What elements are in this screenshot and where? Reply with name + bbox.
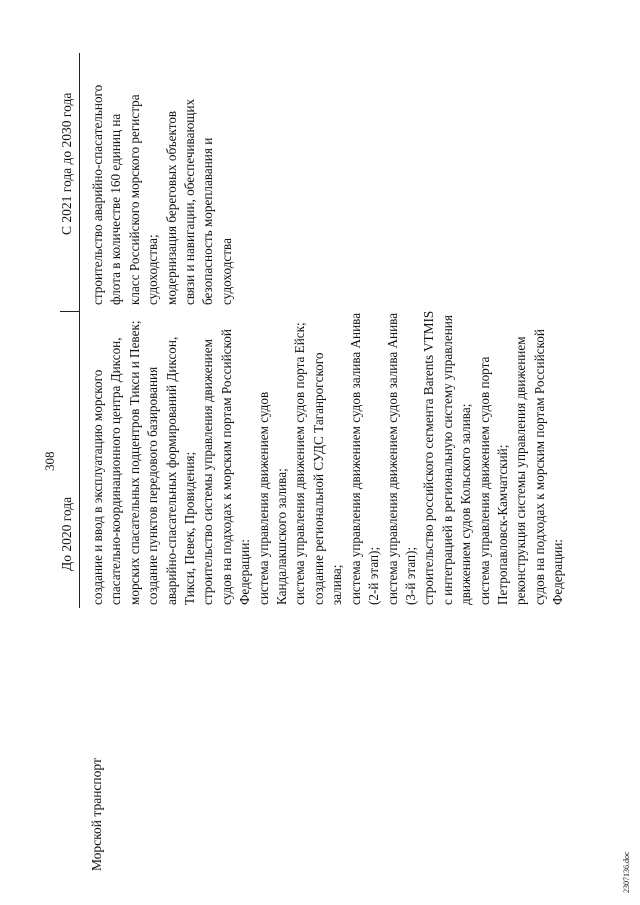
text-line: реконструкция системы управления движением xyxy=(513,336,529,605)
text-line: судоходства xyxy=(218,238,234,305)
text-line: Федерации: xyxy=(550,539,566,605)
text-line: система управления движением судов залива Анива xyxy=(347,312,363,605)
text-line: система управления движением судов порта xyxy=(476,356,492,605)
text-line: строительство аварийно-спасательного xyxy=(90,84,105,305)
text-line: (2-й этап); xyxy=(366,546,382,605)
text-line: связи и навигации, обеспечивающих xyxy=(182,98,198,305)
text-line: безопасность мореплавания и xyxy=(200,137,216,305)
text-line: (3-й этап); xyxy=(402,546,418,605)
text-line: судов на подходах к морским портам Российской xyxy=(218,329,234,605)
page-number: 308 xyxy=(42,451,57,471)
text-line: судов на подходах к морским портам Российской xyxy=(531,329,547,605)
text-line: создание пунктов передового базирования xyxy=(145,366,161,605)
text-line: класс Российского морского регистра xyxy=(126,94,142,305)
text-line: с интеграцией в региональную систему управления xyxy=(439,315,455,605)
text-line: залива; xyxy=(329,564,345,605)
text-line: Петропавловск-Камчатский; xyxy=(494,444,510,605)
text-line: создание региональной СУДС Таганрогского xyxy=(310,352,326,605)
header-underline xyxy=(79,53,80,608)
text-line: Тикси, Певек, Провидения; xyxy=(182,451,198,605)
text-line: Федерации: xyxy=(237,539,253,605)
text-line: движением судов Кольского залива; xyxy=(458,403,474,605)
text-line: строительство системы управления движением xyxy=(200,339,216,605)
text-line: судоходства; xyxy=(145,234,161,305)
column-header-2021-2030: С 2021 года до 2030 года xyxy=(59,92,74,235)
column-header-until-2020: До 2020 года xyxy=(59,496,74,571)
text-line: спасательно-координационного центра Диксон, xyxy=(108,337,124,605)
sector-label: Морской транспорт xyxy=(89,758,104,871)
text-line: система управления движением судов порта Ейск; xyxy=(292,322,308,605)
document-code: 2307136.doc xyxy=(622,851,631,893)
text-line: создание и ввод в эксплуатацию морского xyxy=(90,369,105,605)
text-line: флота в количестве 160 единиц на xyxy=(108,113,124,305)
measures-until-2020 xyxy=(89,305,568,605)
text-line: модернизация береговых объектов xyxy=(163,110,179,305)
text-line: система управления движением судов залива Анива xyxy=(384,312,400,605)
text-line: морских спасательных подцентров Тикси и Певек; xyxy=(126,320,142,605)
text-line: строительство российского сегмента Barents VTMIS xyxy=(421,310,437,605)
text-line: аварийно-спасательных формирований Диксон, xyxy=(163,336,179,605)
text-line: система управления движением судов xyxy=(255,391,271,605)
text-line: Кандалакшского залива; xyxy=(274,468,290,605)
measures-2021-2030 xyxy=(89,50,236,305)
header-divider xyxy=(60,311,79,312)
